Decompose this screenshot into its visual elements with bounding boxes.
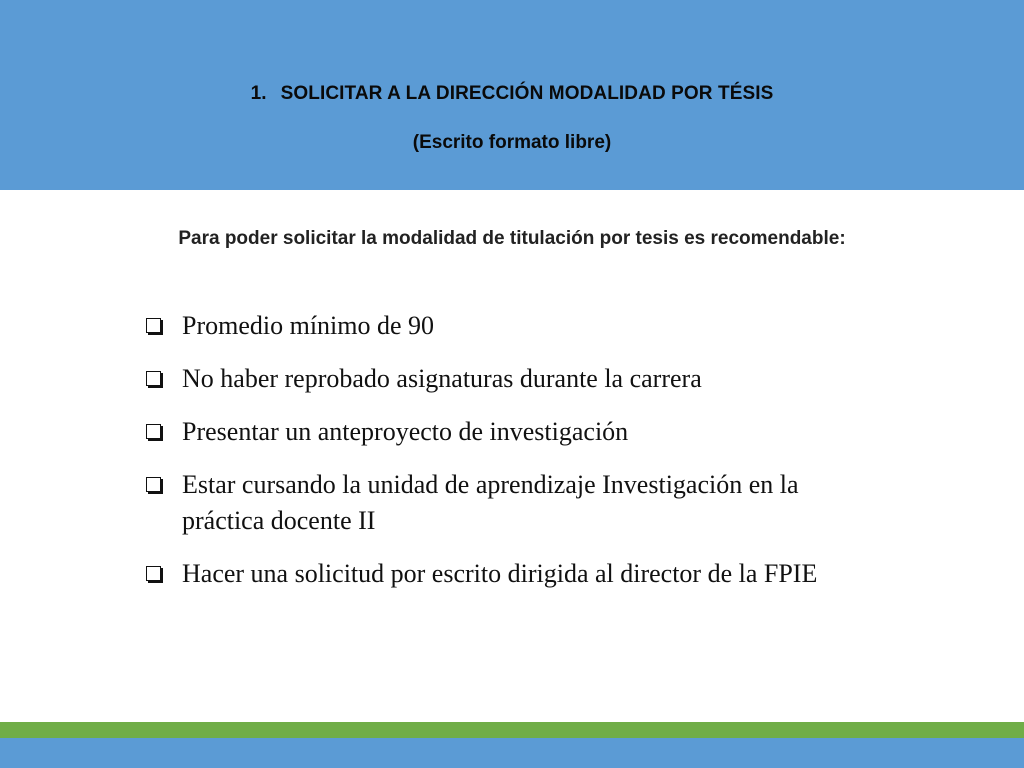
list-item-text: Promedio mínimo de 90	[182, 311, 435, 340]
header-band	[0, 0, 1024, 190]
slide-subtitle: (Escrito formato libre)	[412, 132, 612, 153]
list-item-text: Presentar un anteproyecto de investigación	[182, 417, 629, 446]
title-text: SOLICITAR A LA DIRECCIÓN MODALIDAD POR TÉSIS	[280, 83, 774, 104]
list-item	[146, 556, 886, 592]
title-number: 1.	[250, 83, 267, 104]
list-item	[146, 414, 886, 450]
intro-text: Para poder solicitar la modalidad de titulación por tesis es recomendable:	[178, 228, 846, 249]
list-item-text: Estar cursando la unidad de aprendizaje Investigación en la práctica docente II	[182, 470, 799, 535]
list-item-text: No haber reprobado asignaturas durante la carrera	[182, 364, 702, 393]
checkbox-square-icon	[146, 318, 161, 333]
slide-title	[0, 83, 1024, 105]
requirements-list	[146, 308, 886, 592]
list-item	[146, 361, 886, 397]
list-item	[146, 308, 886, 344]
checkbox-square-icon	[146, 424, 161, 439]
footer-blue-band	[0, 738, 1024, 768]
footer-green-stripe	[0, 722, 1024, 738]
checkbox-square-icon	[146, 371, 161, 386]
checkbox-square-icon	[146, 477, 161, 492]
list-item	[146, 467, 886, 539]
list-item-text: Hacer una solicitud por escrito dirigida al director de la FPIE	[182, 559, 818, 588]
checkbox-square-icon	[146, 566, 161, 581]
